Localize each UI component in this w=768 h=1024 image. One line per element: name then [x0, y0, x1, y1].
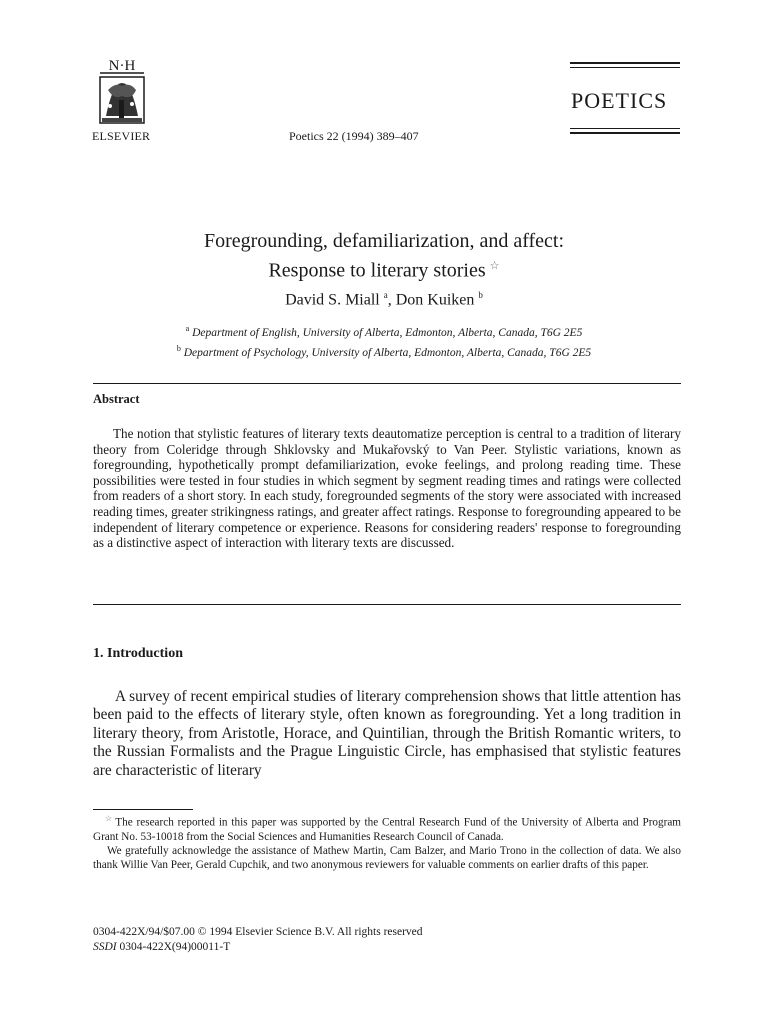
footnote: ☆ The research reported in this paper was supported by the Central Research Fund of the University of Alberta and Program Grant No. 53-10018 from the Social Sciences and Humanities Research Council of Canada.: [93, 814, 682, 843]
logo-lettering: N·H: [108, 58, 136, 74]
section-heading: 1. Introduction: [93, 646, 183, 661]
elsevier-logo: [86, 56, 158, 136]
footnote-rule: [93, 809, 193, 810]
affiliation-line: $^a$ Department of English, University of Alberta, Edmonton, Alberta, Canada, T6G 2E5: [185, 324, 583, 339]
article-title: [0, 229, 768, 284]
title-line-1: Foregrounding, defamiliarization, and affect:: [203, 230, 565, 252]
copyright-block: [93, 925, 423, 954]
divider: [93, 383, 681, 384]
ssdi-line: SSDI 0304-422X(94)00011-T: [93, 940, 231, 953]
journal-rule-bottom: [570, 128, 680, 137]
author-list: David S. Miall $^a$, Don Kuiken $^b$: [285, 290, 483, 309]
section-body: A survey of recent empirical studies of literary comprehension shows that little attention has been paid to the effects of literary style, often known as foregrounding. Yet a long tradition in literary theory, from Aristotle, Horace, and Quintilian, through the British Romantic writers, to the Russian Formalists and the Prague Linguistic Circle, has emphasised that stylistic features are characteristic of literary: [93, 688, 681, 779]
publisher-name: ELSEVIER: [92, 129, 151, 143]
copyright-line: 0304-422X/94/$07.00 © 1994 Elsevier Science B.V. All rights reserved: [93, 926, 423, 938]
abstract-heading: Abstract: [93, 392, 140, 406]
elsevier-tree-icon: [86, 56, 158, 136]
divider: [93, 604, 681, 605]
title-note-mark: ☆: [489, 260, 500, 272]
affiliation-mark: b: [478, 290, 483, 300]
abstract-text: The notion that stylistic features of literary texts deautomatize perception is central to a tradition of literary theory from Coleridge through Shklovsky and Mukařovský to Van Peer. Stylistic variations, known as foregrounding, hypothetically prompt defamiliarization, evoke feelings, and prolong reading time. These possibilities were tested in four studies in which segment by segment reading times and ratings were collected from readers of a short story. In each study, foregrounded segments of the story were associated with increased reading times, greater strikingness ratings, and greater affect ratings. Response to foregrounding appeared to be independent of literary competence or experience. Reasons for considering readers' response to foregrounding as a distinctive aspect of interaction with literary texts are discussed.: [93, 426, 681, 551]
author-name: Don Kuiken: [395, 291, 475, 309]
affiliation-line: $^b$ Department of Psychology, University of Alberta, Edmonton, Alberta, Canada, T6G 2E5: [176, 343, 592, 359]
affiliation-mark: a: [383, 290, 388, 300]
journal-rule-top: [570, 62, 680, 71]
footnote: We gratefully acknowledge the assistance of Mathew Martin, Cam Balzer, and Mario Trono in the collection of data. We also thank Willie Van Peer, Gerald Cupchik, and two anonymous reviewers for valuable comments on earlier drafts of this paper.: [93, 845, 681, 872]
footnote-mark: ☆: [105, 814, 114, 823]
journal-citation: Poetics 22 (1994) 389–407: [289, 129, 419, 143]
footnotes: [93, 812, 681, 873]
title-line-2: Response to literary stories ☆: [268, 259, 500, 282]
affiliations: [0, 321, 768, 361]
journal-name: POETICS: [571, 88, 668, 113]
author-name: David S. Miall: [285, 291, 380, 309]
